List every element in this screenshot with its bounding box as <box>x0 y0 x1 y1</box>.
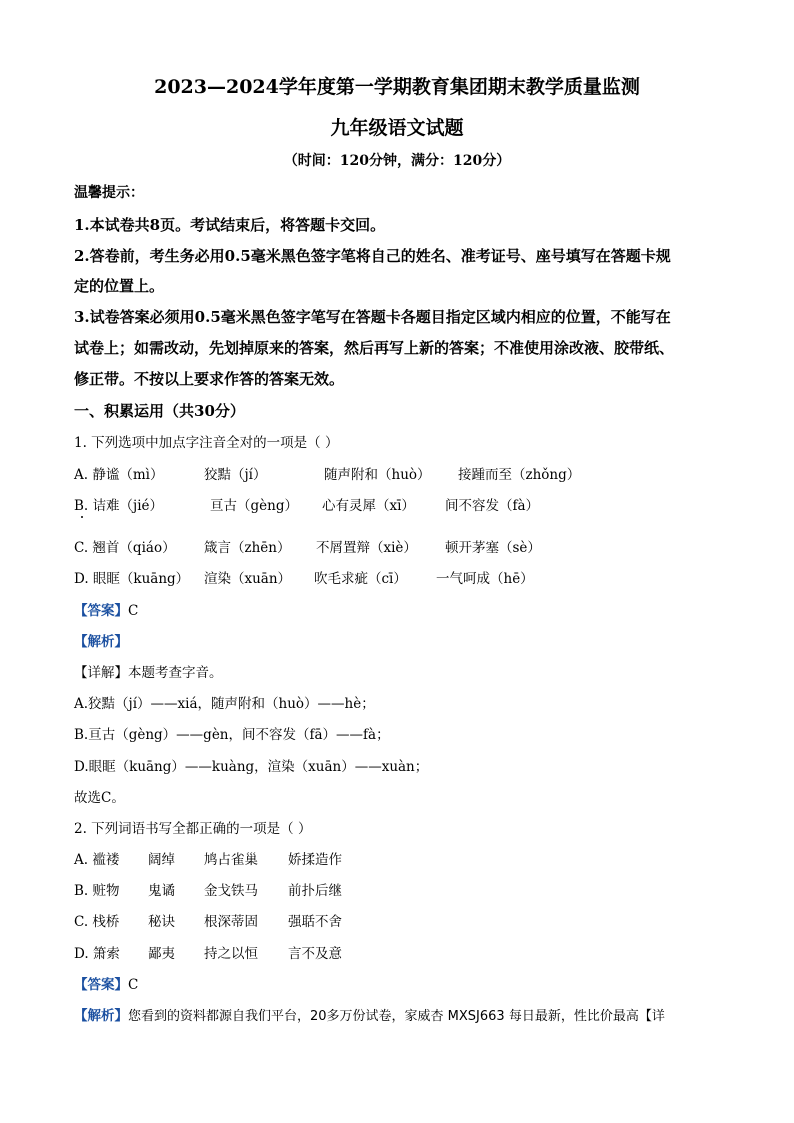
question-2-answer <box>74 973 138 993</box>
option-term: C. 栈桥 <box>74 914 120 930</box>
explanation-line: A.狡黠（jí）——xiá，随声附和（huò）——hè； <box>74 696 375 712</box>
option-term: 心有灵犀（xī） <box>322 498 415 514</box>
question-1-stem: 1. 下列选项中加点字注音全对的一项是（ ） <box>74 435 339 451</box>
option-term: 金戈铁马 <box>204 883 258 899</box>
option-term: A. 褴褛 <box>74 852 120 868</box>
option-term: 鬼谲 <box>148 883 175 899</box>
option-term: 亘古（gèng） <box>210 498 298 514</box>
option-term: 鸠占雀巢 <box>204 852 258 868</box>
option-term: 娇揉造作 <box>288 852 342 868</box>
section-heading: 一、积累运用（共30分） <box>74 402 245 420</box>
option-term: C. 翘首（qiáo） <box>74 540 176 556</box>
analysis-tag: 【解析】 <box>74 634 128 650</box>
option-term: 渲染（xuān） <box>204 571 292 587</box>
question-2-analysis <box>74 1004 665 1024</box>
explanation-line: 故选C。 <box>74 790 125 806</box>
option-term: 持之以恒 <box>204 946 258 962</box>
option-term: 狡黠（jí） <box>204 467 267 483</box>
tip-line: 2.答卷前，考生务必用0.5毫米黑色签字笔将自己的姓名、准考证号、座号填写在答题卡规 <box>74 247 671 265</box>
option-term: 接踵而至（zhǒng） <box>458 467 581 483</box>
question-1-answer <box>74 599 138 619</box>
option-term: 鄙夷 <box>148 946 175 962</box>
option-term: 不屑置辩（xiè） <box>316 540 417 556</box>
answer-tag: 【答案】 <box>74 603 128 619</box>
analysis-tag: 【解析】 <box>74 1008 128 1024</box>
explanation-line: B.亘古（gèng）——gèn，间不容发（fā）——fà； <box>74 727 390 743</box>
option-term: 吹毛求疵（cī） <box>314 571 407 587</box>
tip-line: 修正带。不按以上要求作答的答案无效。 <box>74 370 345 388</box>
option-term: 随声附和（huò） <box>324 467 431 483</box>
option-term: A. 静谧（mì） <box>74 467 164 483</box>
option-term: 前扑后继 <box>288 883 342 899</box>
tip-line: 3.试卷答案必须用0.5毫米黑色签字笔写在答题卡各题目指定区域内相应的位置，不能写在 <box>74 308 671 326</box>
option-term: 秘诀 <box>148 914 175 930</box>
question-2-stem: 2. 下列词语书写全都正确的一项是（ ） <box>74 821 312 837</box>
detail-text: 本题考查字音。 <box>128 665 223 681</box>
question-1-detail <box>74 661 223 681</box>
option-term: 一气呵成（hē） <box>436 571 534 587</box>
option-term: 顿开茅塞（sè） <box>445 540 541 556</box>
platform-notice: 您看到的资料都源自我们平台，20多万份试卷，家威杏 MXSJ663 每日最新，性比价最高【详 <box>128 1009 665 1024</box>
tip-line: 试卷上；如需改动，先划掉原来的答案，然后再写上新的答案；不准使用涂改液、胶带纸、 <box>74 339 675 357</box>
option-term: D. 眼眶（kuāng） <box>74 571 190 587</box>
option-term: 言不及意 <box>288 946 342 962</box>
option-term: B. 诘难（jié） <box>74 498 163 514</box>
question-1-analysis <box>74 630 128 650</box>
exam-title: 2023—2024学年度第一学期教育集团期末教学质量监测 <box>154 76 640 98</box>
option-term: 根深蒂固 <box>204 914 258 930</box>
answer-value: C <box>128 603 139 619</box>
detail-tag: 【详解】 <box>74 665 128 681</box>
emphasis-dot <box>81 516 83 518</box>
tip-line: 1.本试卷共8页。考试结束后，将答题卡交回。 <box>74 216 386 234</box>
tip-line: 定的位置上。 <box>74 277 165 295</box>
option-term: 强聒不舍 <box>288 914 342 930</box>
option-term: D. 箫索 <box>74 946 120 962</box>
option-term: 阔绰 <box>148 852 175 868</box>
option-term: 间不容发（fà） <box>445 498 540 514</box>
tips-heading: 温馨提示： <box>74 185 144 201</box>
exam-subtitle: 九年级语文试题 <box>330 117 464 139</box>
exam-meta: （时间：120分钟，满分：120分） <box>283 153 511 169</box>
answer-tag: 【答案】 <box>74 977 128 993</box>
explanation-line: D.眼眶（kuāng）——kuàng，渲染（xuān）——xuàn； <box>74 759 429 775</box>
option-term: B. 赃物 <box>74 883 120 899</box>
option-term: 箴言（zhēn） <box>204 540 291 556</box>
answer-value: C <box>128 977 139 993</box>
